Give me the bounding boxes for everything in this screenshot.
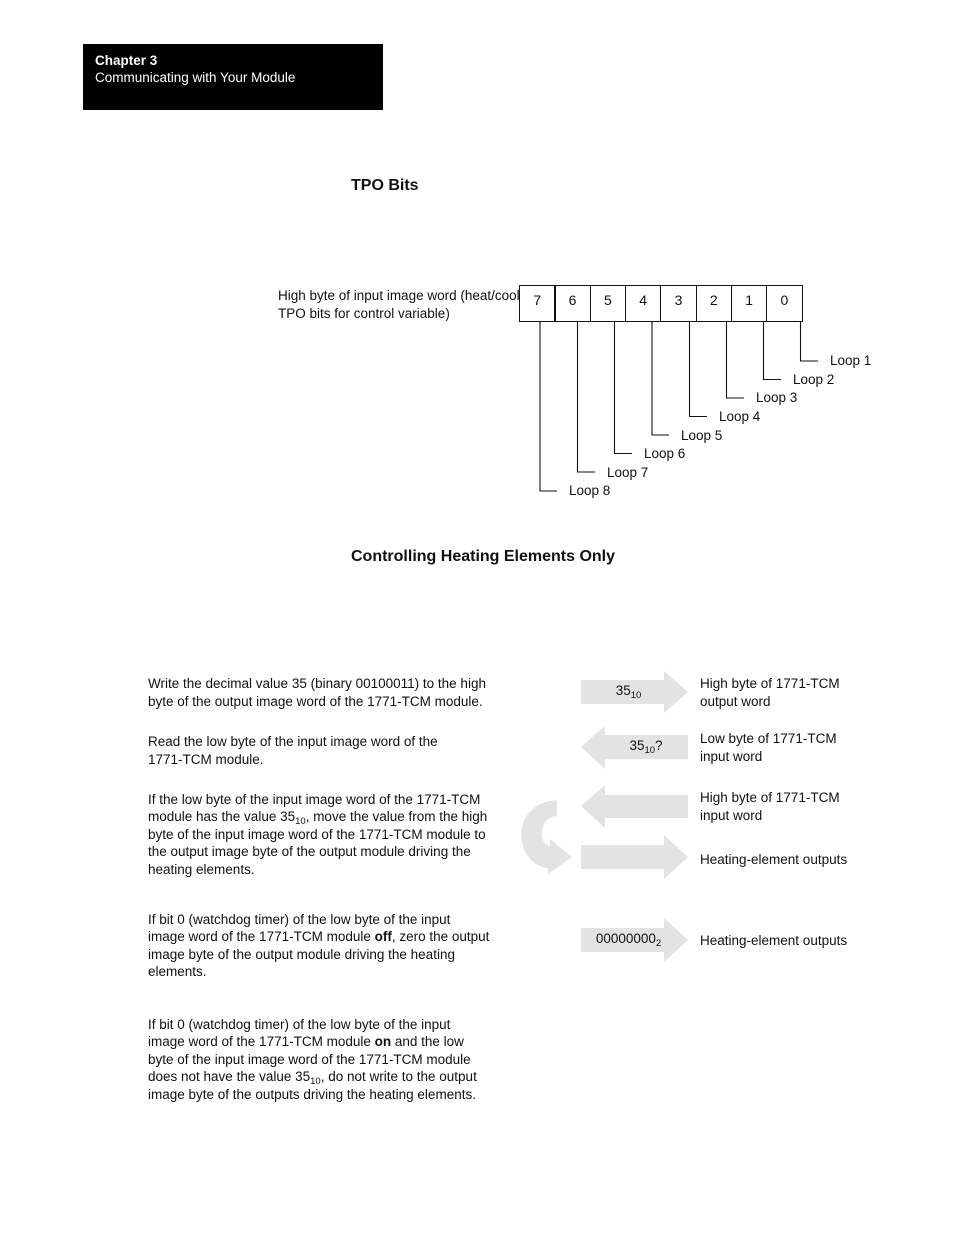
loop-label-7: Loop 7: [607, 465, 649, 480]
loop-label-4: Loop 4: [719, 409, 761, 424]
loop-label-6: Loop 6: [644, 446, 686, 461]
step-2-description: Read the low byte of the input image word of the 1771-TCM module.: [148, 734, 438, 767]
loop-label-2: Loop 2: [793, 372, 835, 387]
bit-cell-3: 3: [660, 285, 697, 322]
arrow-5-value: $00000000_2$: [595, 931, 662, 949]
heating-section-title: Controlling Heating Elements Only: [351, 548, 616, 565]
target-5: Heating-element outputs: [700, 933, 848, 948]
loop-label-5: Loop 5: [681, 428, 723, 443]
tpo-bits-title: TPO Bits: [351, 177, 419, 194]
step-1-description: Write the decimal value 35 (binary 00100011) to the high byte of the output image word of the 1771-TCM module.: [148, 676, 486, 709]
bit-cell-1: 1: [731, 285, 768, 322]
arrow-1-value: $35_{10}$: [615, 683, 642, 701]
arrow-2-value: $35_{10}$?: [629, 738, 663, 756]
loop-label-8: Loop 8: [569, 483, 611, 498]
curved-return-arrow-icon: [521, 800, 572, 874]
target-3: High byte of 1771-TCM input word: [700, 790, 840, 823]
step-3-description: If the low byte of the input image word of the 1771-TCM module has the value $35_{10}$, move the value from the high byte of the input image word of the 1771-TCM module to the output image byte of the output module driving the heating elements.: [148, 792, 488, 877]
bit-cell-4: 4: [625, 285, 662, 322]
bit-cell-5: 5: [590, 285, 627, 322]
tpo-caption-line1: High byte of input image word (heat/cool: [278, 288, 520, 303]
chapter-title: Communicating with Your Module: [95, 70, 296, 85]
chapter-number: Chapter 3: [95, 53, 158, 68]
target-4: Heating-element outputs: [700, 852, 848, 867]
arrow-left-icon: [581, 785, 688, 828]
step-4-description: If bit 0 (watchdog timer) of the low byte of the input image word of the 1771-TCM module off, zero the output image byte of the output module driving the heating elements.: [148, 912, 490, 980]
tpo-caption-line2: TPO bits for control variable): [278, 305, 450, 321]
target-1: High byte of 1771-TCM output word: [700, 676, 840, 709]
step-5-description: If bit 0 (watchdog timer) of the low byte of the input image word of the 1771-TCM module on and the low byte of the input image word of the 1771-TCM module does not have the value $35_{10}$, do not write to the output image byte of the outputs driving the heating elements.: [148, 1017, 477, 1102]
bit-cell-2: 2: [696, 285, 733, 322]
arrow-right-icon: [581, 835, 688, 879]
target-2: Low byte of 1771-TCM input word: [700, 731, 837, 764]
loop-label-1: Loop 1: [830, 353, 872, 368]
bit-cell-6: 6: [554, 285, 591, 322]
bit-cell-7: 7: [519, 285, 556, 322]
loop-label-3: Loop 3: [756, 390, 798, 405]
bit-cell-0: 0: [766, 285, 803, 322]
